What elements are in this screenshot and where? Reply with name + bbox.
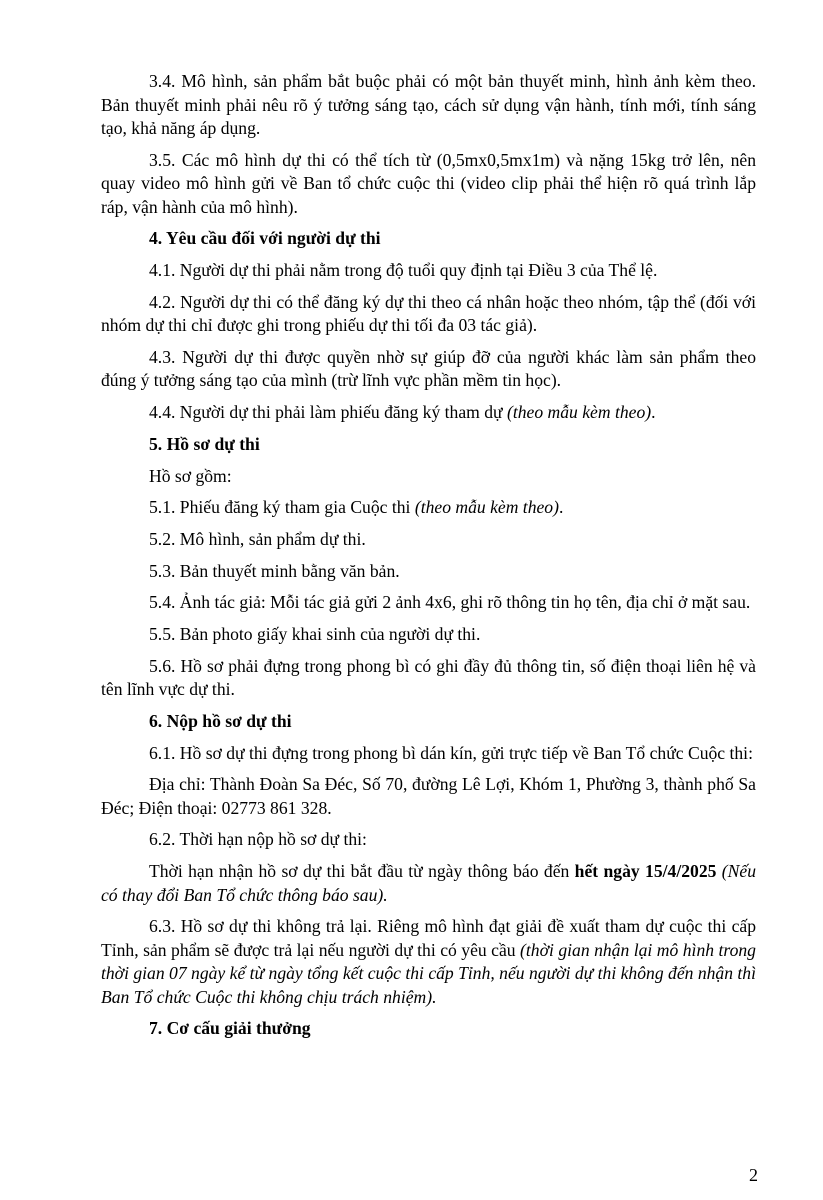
paragraph-5-1-end: .	[558, 497, 564, 518]
paragraph-5-1-text: 5.1. Phiếu đăng ký tham gia Cuộc thi	[149, 497, 415, 518]
paragraph-4-4-note: (theo mẫu kèm theo)	[506, 402, 652, 423]
paragraph-6-3-note: (thời gian nhận lại mô hình trong thời gian 07 ngày kể từ ngày tổng kết cuộc thi cấp Tỉnh, nếu người dự thi không đến nhận thì Ban Tổ chức Cuộc thi không chịu trách nhiệm).	[101, 939, 756, 1007]
paragraph-5-2: 5.2. Mô hình, sản phẩm dự thi.	[149, 528, 366, 549]
heading-section-7: 7. Cơ cấu giải thưởng	[149, 1018, 311, 1039]
paragraph-3-4: 3.4. Mô hình, sản phẩm bắt buộc phải có một bản thuyết minh, hình ảnh kèm theo. Bản thuyết minh phải nêu rõ ý tưởng sáng tạo, cách sử dụng vận hành, tính mới, tính sáng tạo, khả năng áp dụng.	[101, 71, 756, 138]
paragraph-5-6: 5.6. Hồ sơ phải đựng trong phong bì có ghi đầy đủ thông tin, số điện thoại liên hệ và tên lĩnh vực dự thi.	[101, 655, 756, 700]
page-number: 2	[749, 1165, 758, 1185]
paragraph-6-2-deadline	[101, 860, 756, 907]
paragraph-4-2: 4.2. Người dự thi có thể đăng ký dự thi theo cá nhân hoặc theo nhóm, tập thể (đối với nhóm dự thi chỉ được ghi trong phiếu dự thi tối đa 03 tác giả).	[101, 291, 756, 336]
paragraph-6-2: 6.2. Thời hạn nộp hồ sơ dự thi:	[149, 829, 367, 850]
paragraph-4-4	[101, 401, 756, 425]
paragraph-6-3	[101, 915, 756, 1009]
paragraph-6-2-note: (Nếu có thay đổi Ban Tổ chức thông báo sau).	[101, 861, 756, 905]
paragraph-6-3-text: 6.3. Hồ sơ dự thi không trả lại. Riêng mô hình đạt giải đề xuất tham dự cuộc thi cấp Tỉnh, sản phẩm sẽ được trả lại nếu người dự thi có yêu cầu	[101, 916, 756, 960]
paragraph-5-3: 5.3. Bản thuyết minh bằng văn bản.	[149, 560, 400, 581]
heading-section-4: 4. Yêu cầu đối với người dự thi	[149, 228, 381, 249]
paragraph-4-4-text: 4.4. Người dự thi phải làm phiếu đăng ký tham dự	[149, 402, 507, 423]
paragraph-5-1-note: (theo mẫu kèm theo)	[414, 497, 559, 518]
paragraph-4-1: 4.1. Người dự thi phải nằm trong độ tuổi quy định tại Điều 3 của Thể lệ.	[149, 260, 658, 281]
document-body	[101, 70, 756, 1049]
paragraph-5-5: 5.5. Bản photo giấy khai sinh của người dự thi.	[149, 623, 481, 644]
paragraph-4-4-end: .	[651, 402, 656, 423]
paragraph-5-4: 5.4. Ảnh tác giả: Mỗi tác giả gửi 2 ảnh 4x6, ghi rõ thông tin họ tên, địa chỉ ở mặt sau.	[149, 592, 751, 613]
paragraph-6-2-text: Thời hạn nhận hồ sơ dự thi bắt đầu từ ngày thông báo đến	[149, 861, 575, 882]
paragraph-4-3: 4.3. Người dự thi được quyền nhờ sự giúp đỡ của người khác làm sản phẩm theo đúng ý tưởng sáng tạo của mình (trừ lĩnh vực phần mềm tin học).	[101, 346, 756, 391]
paragraph-5-intro: Hồ sơ gồm:	[149, 465, 232, 486]
paragraph-6-1: 6.1. Hồ sơ dự thi đựng trong phong bì dán kín, gửi trực tiếp về Ban Tổ chức Cuộc thi:	[149, 742, 753, 763]
paragraph-6-2-date: hết ngày 15/4/2025	[574, 861, 717, 882]
paragraph-6-1-address: Địa chỉ: Thành Đoàn Sa Đéc, Số 70, đường Lê Lợi, Khóm 1, Phường 3, thành phố Sa Đéc; Điện thoại: 02773 861 328.	[101, 774, 756, 818]
paragraph-3-5: 3.5. Các mô hình dự thi có thể tích từ (0,5mx0,5mx1m) và nặng 15kg trở lên, nên quay video mô hình gửi về Ban tổ chức cuộc thi (video clip phải thể hiện rõ quá trình lắp ráp, vận hành của mô hình).	[101, 149, 756, 217]
heading-section-5: 5. Hồ sơ dự thi	[149, 433, 260, 454]
heading-section-6: 6. Nộp hồ sơ dự thi	[149, 710, 292, 731]
paragraph-5-1	[101, 496, 756, 520]
